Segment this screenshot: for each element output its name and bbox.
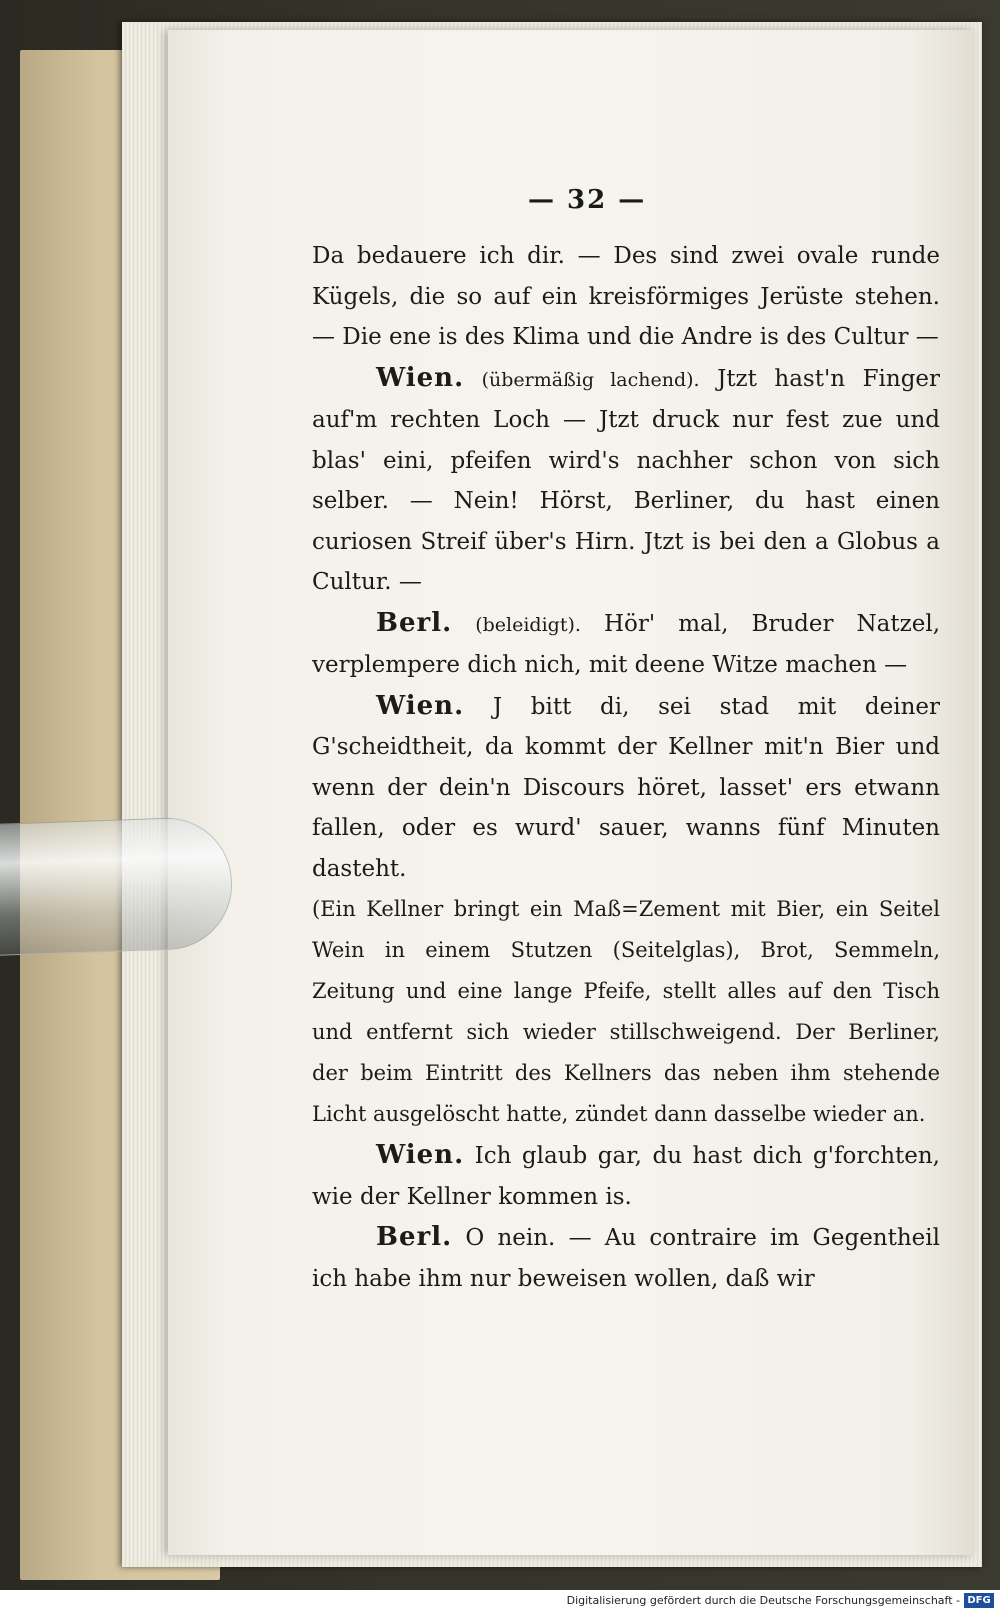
speech-paragraph — [312, 1135, 940, 1217]
speech-paragraph — [312, 1217, 940, 1299]
speech-text: J bitt di, sei stad mit deiner G'scheidtheit, da kommt der Kellner mit'n Bier und wenn der dein'n Discours höret, lasset' ers etwann fallen, oder es wurd' sauer, wanns fünf Minuten dasteht. — [312, 693, 941, 882]
speaker-label: Berl. — [376, 607, 453, 638]
speech-paragraph — [312, 686, 940, 890]
speaker-label: Wien. — [376, 1140, 465, 1170]
speech-paragraph — [312, 603, 940, 686]
page-number: — 32 — — [528, 185, 647, 215]
stage-aside: (übermäßig lachend). — [481, 368, 700, 391]
text-paragraph — [312, 236, 940, 358]
speech-text: Ich glaub gar, du hast dich g'forchten, wie der Kellner kommen is. — [312, 1143, 940, 1210]
dfg-logo-icon: DFG — [964, 1593, 994, 1608]
footer-credit: Digitalisierung gefördert durch die Deutsche Forschungsgemeinschaft - — [566, 1594, 960, 1607]
speech-text: Jtzt hast'n Finger auf'm rechten Loch — Jtzt druck nur fest zue und blas' eini, pfeifen wird's nachher schon von sich selber. — Nein! Hörst, Berliner, du hast einen curiosen Streif über's Hirn. Jtzt is bei den a Globus a Cultur. — — [312, 365, 941, 595]
page-holder-clip — [0, 816, 234, 957]
speech-paragraph — [312, 358, 940, 603]
speaker-label: Berl. — [376, 1222, 453, 1252]
page-text — [312, 236, 940, 1299]
stage-direction — [312, 889, 940, 1135]
stage-direction-text: (Ein Kellner bringt ein Maß=Zement mit Bier, ein Seitel Wein in einem Stutzen (Seitelglas), Brot, Semmeln, Zeitung und eine lange Pfeife, stellt alles auf den Tisch und entfernt sich wieder stillschweigend. Der Berliner, der beim Eintritt des Kellners das neben ihm stehende Licht ausgelöscht hatte, zündet dann dasselbe wieder an. — [312, 897, 940, 1126]
stage-aside: (beleidigt). — [475, 613, 581, 636]
speaker-label: Wien. — [376, 362, 465, 393]
speech-text: O nein. — Au contraire im Gegentheil ich habe ihm nur beweisen wollen, daß wir — [312, 1225, 940, 1292]
speech-text: Hör' mal, Bruder Natzel, verplempere dich nich, mit deene Witze machen — — [312, 610, 941, 678]
paragraph-text: Da bedauere ich dir. — Des sind zwei ovale runde Kügels, die so auf ein kreisförmiges Jerüste stehen. — Die ene is des Klima und die Andre is des Cultur — — [312, 243, 940, 350]
digitization-footer — [0, 1590, 1000, 1612]
speaker-label: Wien. — [376, 690, 465, 721]
